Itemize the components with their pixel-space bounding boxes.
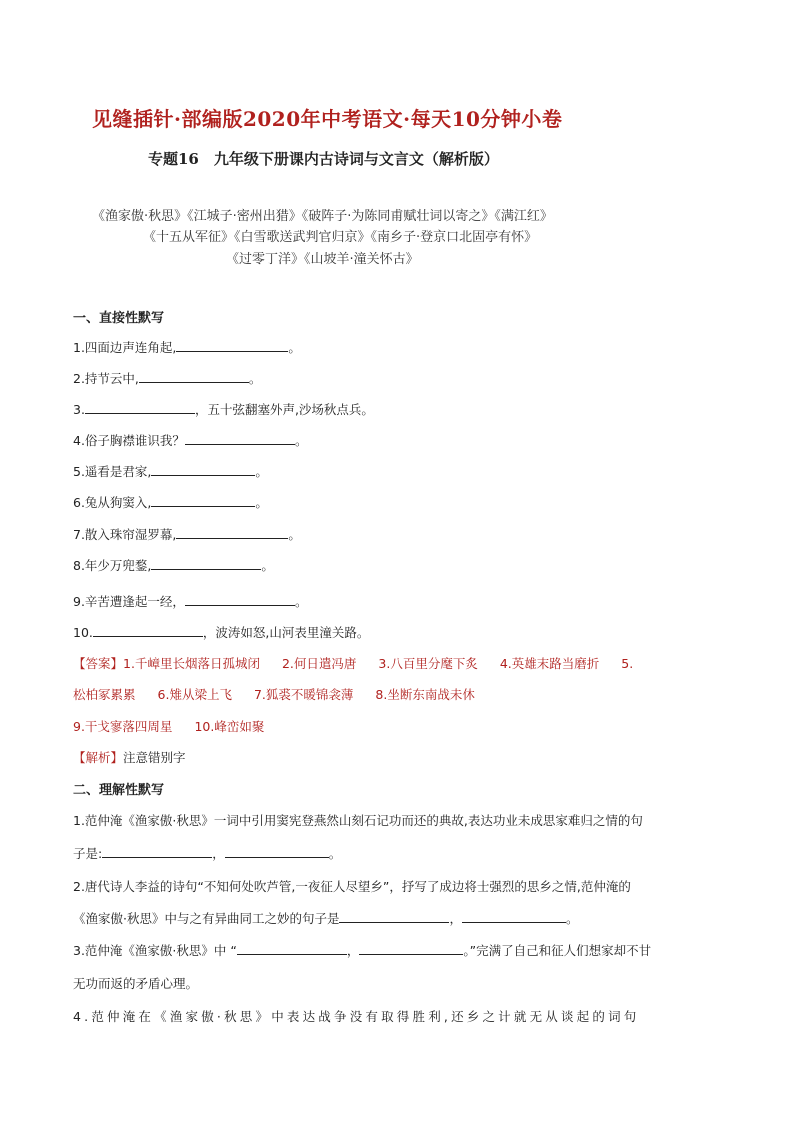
answer-item: 3.八百里分麾下炙 — [378, 656, 478, 671]
analysis-label: 【解析】 — [73, 750, 124, 765]
answer-blank — [151, 557, 261, 570]
question-text: 3. — [73, 402, 85, 417]
answer-label: 【答案】 — [73, 656, 124, 671]
answer-blank — [102, 845, 212, 858]
answer-blank — [85, 401, 195, 414]
question-2-4-line-1: 4.范仲淹在《渔家傲·秋思》中表达战争没有取得胜利,还乡之计就无从谈起的词句 — [73, 1009, 640, 1024]
toc-line-3: 《过零丁洋》《山坡羊·潼关怀古》 — [226, 252, 419, 267]
question-2-3-line-2: 无功而返的矛盾心理。 — [73, 976, 199, 991]
answer-item: 4.英雄末路当磨折 — [499, 656, 600, 671]
question-8: 8.年少万兜鍪, 。 — [73, 558, 274, 573]
question-text: 6.兔从狗窦入, — [73, 495, 152, 510]
question-text: 1.四面边声连角起, — [73, 340, 177, 355]
question-2-2-line-1: 2.唐代诗人李益的诗句“不知何处吹芦管,一夜征人尽望乡”，抒写了成边将士强烈的思乡之情,范仲淹的 — [73, 879, 631, 894]
answer-blank — [225, 845, 329, 858]
answer-blank — [185, 593, 295, 606]
answer-blank — [151, 494, 255, 507]
answer-blank — [359, 942, 463, 955]
question-text: 8.年少万兜鍪, — [73, 558, 152, 573]
question-7: 7.散入珠帘湿罗幕, 。 — [73, 527, 301, 542]
question-text: 9.辛苦遭逢起一经， — [73, 594, 185, 609]
answer-block-line-3 — [73, 717, 286, 735]
answer-blank — [237, 942, 347, 955]
answer-blank — [339, 910, 449, 923]
answer-item: 5. — [621, 656, 634, 671]
answer-blank — [185, 432, 295, 445]
answer-blank — [176, 339, 288, 352]
question-4: 4.俗子胸襟谁识我？ 。 — [73, 433, 308, 448]
answer-item: 10.峰峦如聚 — [194, 719, 265, 734]
answer-item: 2.何日遣冯唐 — [281, 656, 357, 671]
analysis-line — [73, 748, 186, 766]
analysis-text: 注意错别字 — [123, 750, 186, 765]
question-2-3-line-1: 3.范仲淹《渔家傲·秋思》中 “ ， 。”完满了自己和征人们想家却不甘 — [73, 943, 652, 958]
question-2-2-line-2: 《渔家傲·秋思》中与之有异曲同工之妙的句子是 ， 。 — [73, 911, 579, 926]
toc-line-2: 《十五从军征》《白雪歌送武判官归京》《南乡子·登京口北固亭有怀》 — [143, 230, 538, 245]
question-2: 2.持节云中, 。 — [73, 371, 262, 386]
question-3: 3. ，五十弦翻塞外声,沙场秋点兵。 — [73, 402, 374, 417]
answer-blank — [462, 910, 566, 923]
question-text: 5.遥看是君家, — [73, 464, 152, 479]
section-heading-direct: 一、直接性默写 — [73, 311, 165, 326]
question-5: 5.遥看是君家, 。 — [73, 464, 268, 479]
question-6: 6.兔从狗窦入, 。 — [73, 495, 268, 510]
question-text: 10. — [73, 625, 93, 640]
document-title: 见缝插针·部编版2020年中考语文·每天10分钟小卷 — [92, 107, 563, 131]
question-text: 7.散入珠帘湿罗幕, — [73, 527, 177, 542]
section-heading-understanding: 二、理解性默写 — [73, 783, 165, 798]
answer-block-line-1 — [73, 654, 633, 672]
document-subtitle: 专题16 九年级下册课内古诗词与文言文（解析版） — [148, 150, 499, 168]
answer-blank — [176, 526, 288, 539]
question-2-1-line-2: 子是: ， 。 — [73, 846, 342, 861]
question-text: 2.持节云中, — [73, 371, 139, 386]
question-text: 4.俗子胸襟谁识我？ — [73, 433, 185, 448]
answer-block-line-2 — [73, 685, 497, 703]
question-10: 10. ，波涛如怒,山河表里潼关路。 — [73, 625, 370, 640]
answer-item: 6.雉从梁上飞 — [157, 687, 232, 702]
answer-item: 1.千嶂里长烟落日孤城闭 — [123, 656, 260, 671]
question-1: 1.四面边声连角起, 。 — [73, 340, 301, 355]
answer-blank — [93, 624, 203, 637]
answer-item: 7.狐裘不暖锦衾薄 — [253, 687, 354, 702]
answer-blank — [151, 463, 255, 476]
question-9: 9.辛苦遭逢起一经， 。 — [73, 594, 308, 609]
answer-blank — [139, 370, 249, 383]
answer-item: 9.干戈寥落四周星 — [73, 719, 173, 734]
question-2-1-line-1: 1.范仲淹《渔家傲·秋思》一词中引用窦宪登燕然山刻石记功而还的典故,表达功业未成思家难归之情的句 — [73, 813, 643, 828]
answer-item: 8.坐断东南战未休 — [375, 687, 475, 702]
answer-item: 松柏冢累累 — [73, 687, 136, 702]
toc-line-1: 《渔家傲·秋思》《江城子·密州出猎》《破阵子·为陈同甫赋壮词以寄之》《满江红》 — [92, 209, 553, 224]
